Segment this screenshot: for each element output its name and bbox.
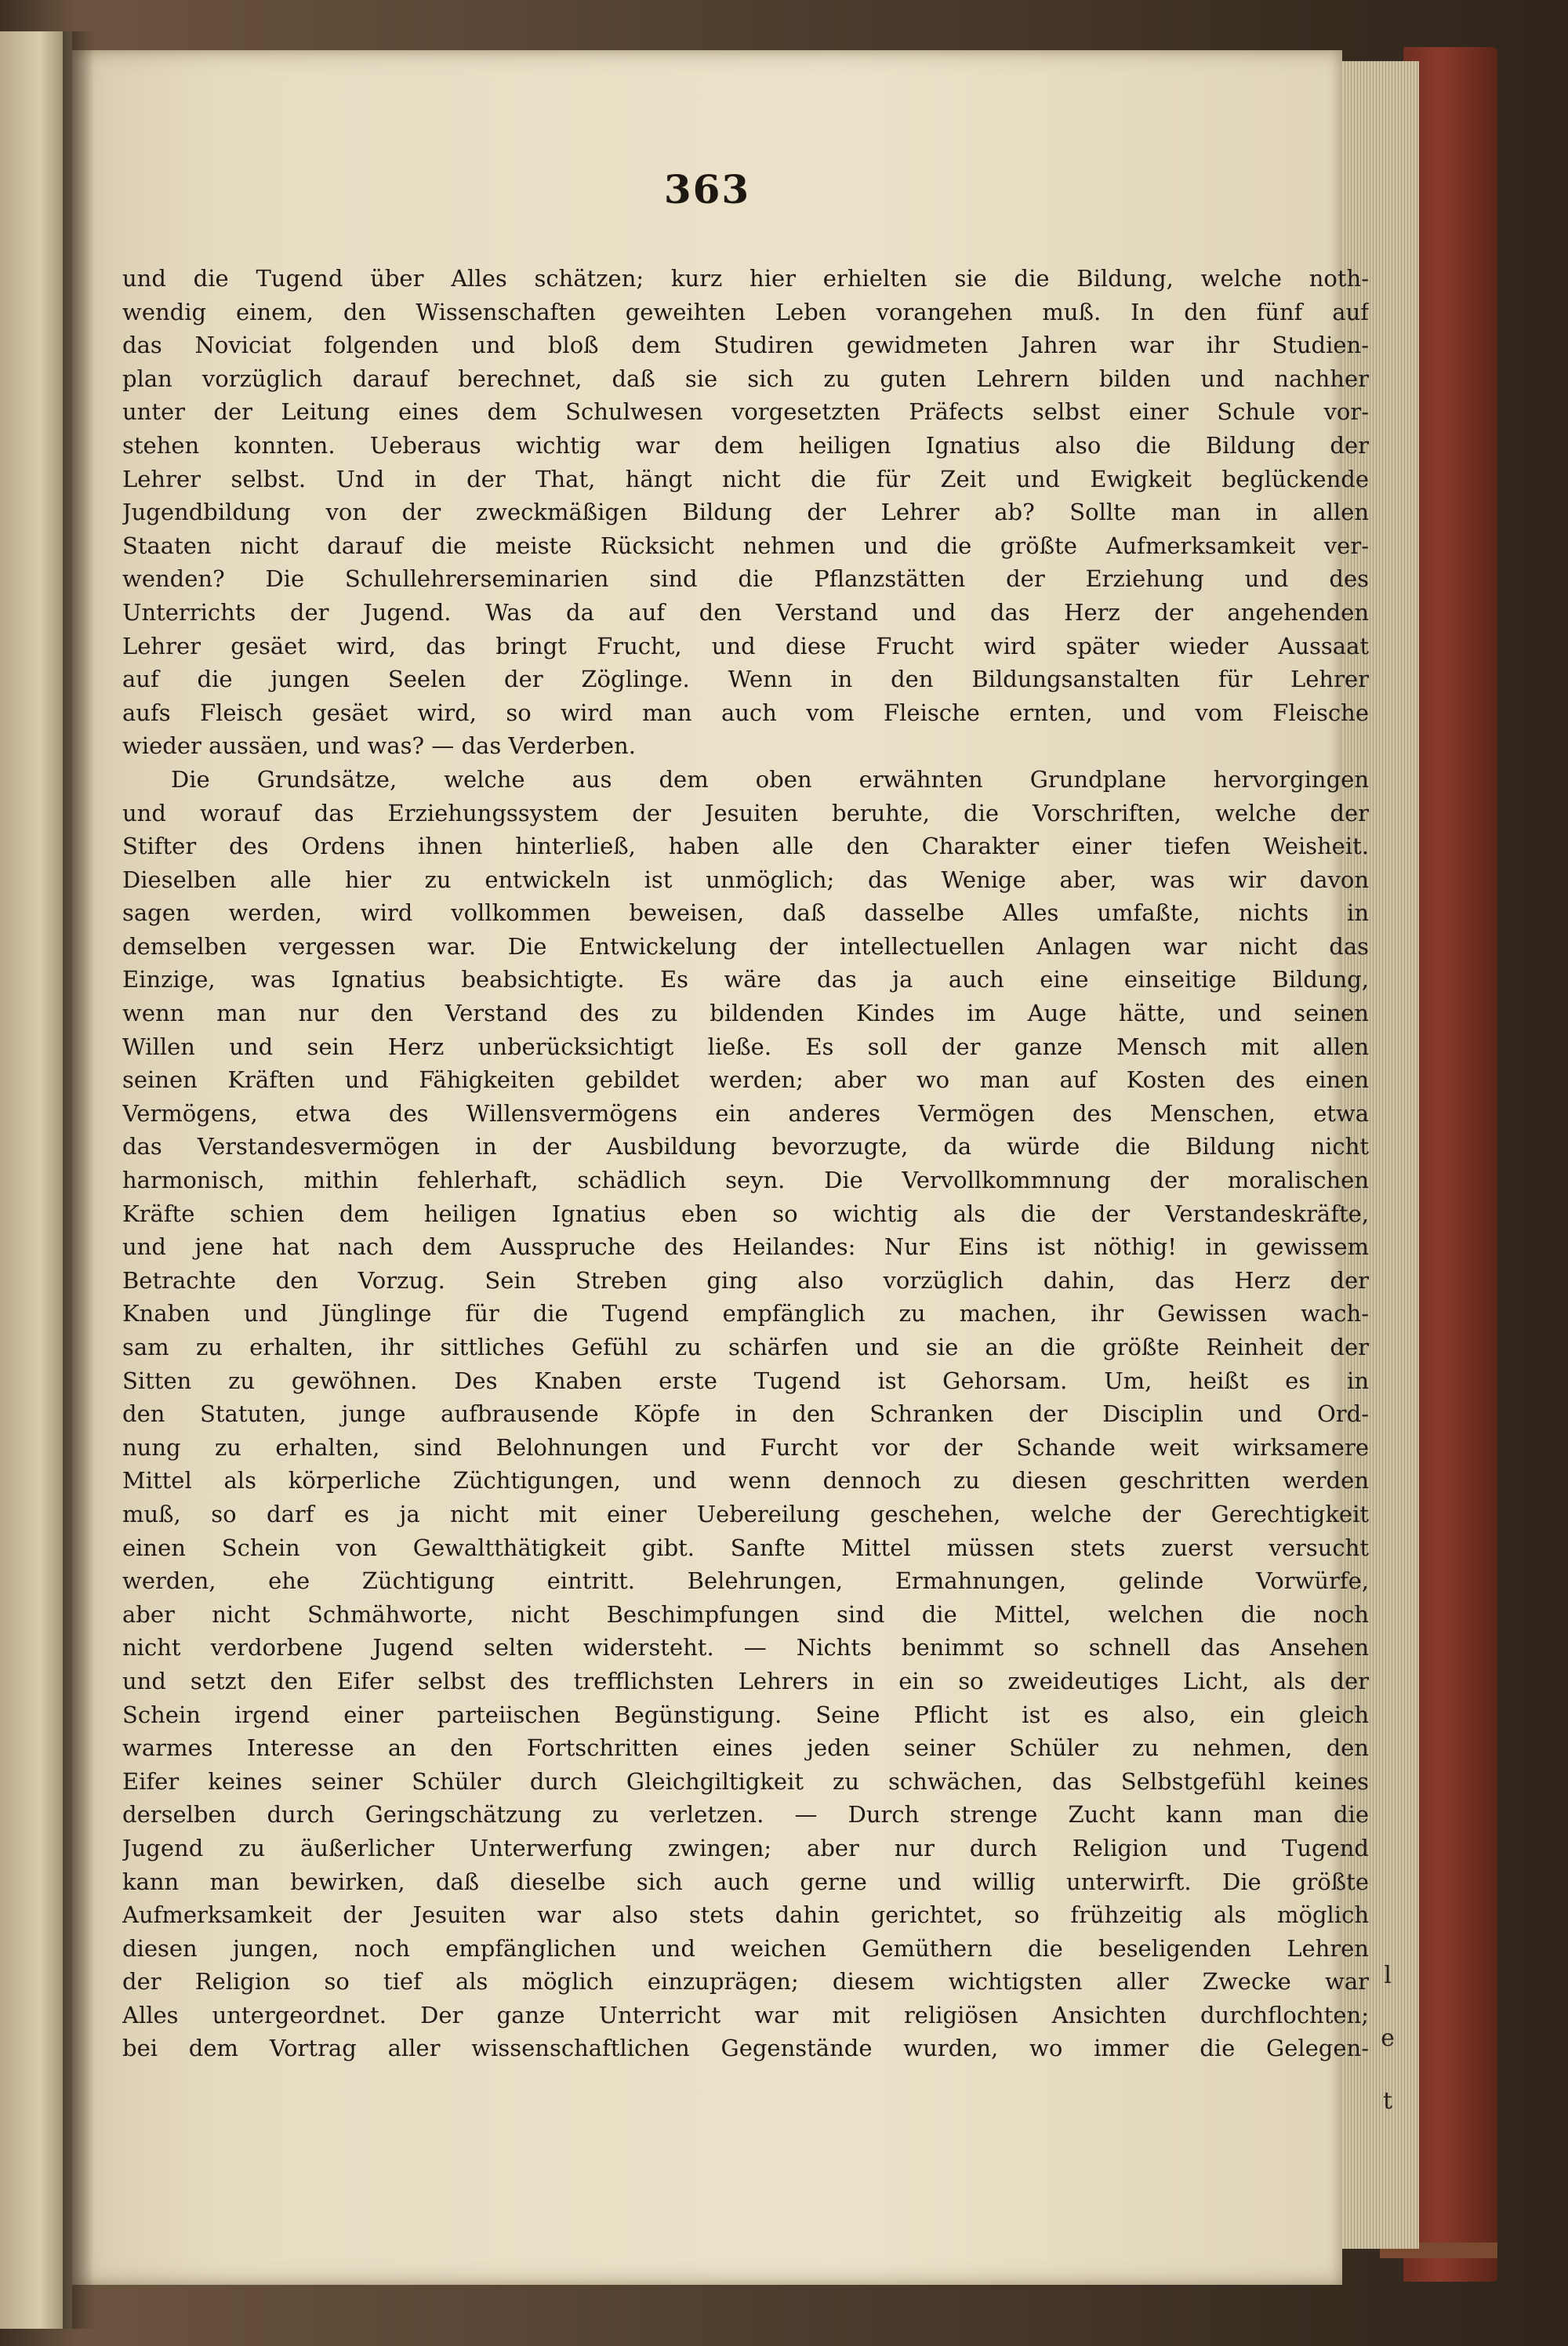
text-line: auf die jungen Seelen der Zöglinge. Wenn in den Bildungsanstalten für Lehrer — [122, 666, 1369, 693]
text-line: nicht verdorbene Jugend selten widersteht. — Nichts benimmt so schnell das Ansehen — [122, 1634, 1369, 1661]
text-line: Sitten zu gewöhnen. Des Knaben erste Tugend ist Gehorsam. Um, heißt es in — [122, 1367, 1369, 1394]
text-line: muß, so darf es ja nicht mit einer Uebereilung geschehen, welche der Gerechtigkeit — [122, 1500, 1369, 1527]
text-line: aufs Fleisch gesäet wird, so wird man auch vom Fleische ernten, und vom Fleische — [122, 699, 1369, 726]
text-line: demselben vergessen war. Die Entwickelung der intellectuellen Anlagen war nicht das — [122, 932, 1369, 960]
book-page — [72, 50, 1369, 2285]
text-line: warmes Interesse an den Fortschritten eines jeden seiner Schüler zu nehmen, den — [122, 1734, 1369, 1762]
text-line: diesen jungen, noch empfänglichen und weichen Gemüthern die beseligenden Lehren — [122, 1934, 1369, 1962]
text-line: Jugend zu äußerlicher Unterwerfung zwingen; aber nur durch Religion und Tugend — [122, 1834, 1369, 1861]
text-line: das Noviciat folgenden und bloß dem Studiren gewidmeten Jahren war ihr Studien- — [122, 332, 1369, 359]
text-line: harmonisch, mithin fehlerhaft, schädlich seyn. Die Vervollkommnung der moralischen — [122, 1167, 1369, 1194]
body-text — [122, 262, 1369, 2065]
text-line: aber nicht Schmähworte, nicht Beschimpfungen sind die Mittel, welchen die noch — [122, 1600, 1369, 1628]
text-line: Mittel als körperliche Züchtigungen, und wenn dennoch zu diesen geschritten werden — [122, 1467, 1369, 1494]
text-line: der Religion so tief als möglich einzuprägen; diesem wichtigsten aller Zwecke war — [122, 1968, 1369, 1996]
text-line: einen Schein von Gewaltthätigkeit gibt. Sanfte Mittel müssen stets zuerst versucht — [122, 1534, 1369, 1561]
text-line: Betrachte den Vorzug. Sein Streben ging also vorzüglich dahin, das Herz der — [122, 1266, 1369, 1294]
text-line: und worauf das Erziehungssystem der Jesuiten beruhte, die Vorschriften, welche der — [122, 799, 1369, 826]
text-line: werden, ehe Züchtigung eintritt. Belehrungen, Ermahnungen, gelinde Vorwürfe, — [122, 1567, 1369, 1595]
text-line: Jugendbildung von der zweckmäßigen Bildung der Lehrer ab? Sollte man in allen — [122, 499, 1369, 526]
text-line: stehen konnten. Ueberaus wichtig war dem heiligen Ignatius also die Bildung der — [122, 431, 1369, 459]
text-line: wenn man nur den Verstand des zu bildenden Kindes im Auge hätte, und seinen — [122, 1000, 1369, 1027]
text-line: plan vorzüglich darauf berechnet, daß sie sich zu guten Lehrern bilden und nachher — [122, 365, 1369, 392]
text-line: und jene hat nach dem Ausspruche des Heilandes: Nur Eins ist nöthig! in gewissem — [122, 1233, 1369, 1261]
text-line: bei dem Vortrag aller wissenschaftlichen Gegenstände wurden, wo immer die Gelegen- — [122, 2035, 1369, 2062]
text-line: Aufmerksamkeit der Jesuiten war also stets dahin gerichtet, so frühzeitig als möglich — [122, 1901, 1369, 1929]
text-line: und die Tugend über Alles schätzen; kurz hier erhielten sie die Bildung, welche noth- — [122, 265, 1369, 292]
text-line: sagen werden, wird vollkommen beweisen, daß dasselbe Alles umfaßte, nichts in — [122, 899, 1369, 927]
text-line: wendig einem, den Wissenschaften geweihten Leben vorangehen muß. In den fünf auf — [122, 298, 1369, 325]
text-line: Stifter des Ordens ihnen hinterließ, haben alle den Charakter einer tiefen Weisheit. — [122, 833, 1369, 860]
text-line: Schein irgend einer parteiischen Begünstigung. Seine Pflicht ist es also, ein gleich — [122, 1701, 1369, 1728]
next-page-edge-marks — [1376, 1945, 1399, 2148]
text-line: wenden? Die Schullehrerseminarien sind die Pflanzstätten der Erziehung und des — [122, 565, 1369, 593]
text-line: derselben durch Geringschätzung zu verletzen. — Durch strenge Zucht kann man die — [122, 1801, 1369, 1828]
text-line: Alles untergeordnet. Der ganze Unterricht war mit religiösen Ansichten durchflochten; — [122, 2001, 1369, 2028]
text-line: und setzt den Eifer selbst des trefflichsten Lehrers in ein so zweideutiges Licht, als der — [122, 1667, 1369, 1694]
text-line: den Statuten, junge aufbrausende Köpfe in den Schranken der Disciplin und Ord- — [122, 1400, 1369, 1428]
text-line: seinen Kräften und Fähigkeiten gebildet werden; aber wo man auf Kosten des einen — [122, 1066, 1369, 1094]
text-line: unter der Leitung eines dem Schulwesen vorgesetzten Präfects selbst einer Schule vor- — [122, 398, 1369, 426]
text-line: Kräfte schien dem heiligen Ignatius eben so wichtig als die der Verstandeskräfte, — [122, 1200, 1369, 1227]
edge-mark: e — [1381, 2025, 1395, 2052]
text-line: Einzige, was Ignatius beabsichtigte. Es wäre das ja auch eine einseitige Bildung, — [122, 966, 1369, 993]
text-line: Willen und sein Herz unberücksichtigt ließe. Es soll der ganze Mensch mit allen — [122, 1033, 1369, 1060]
text-line: das Verstandesvermögen in der Ausbildung bevorzugte, da würde die Bildung nicht — [122, 1133, 1369, 1160]
text-line: Staaten nicht darauf die meiste Rücksicht nehmen und die größte Aufmerksamkeit ver- — [122, 532, 1369, 559]
text-line: Unterrichts der Jugend. Was da auf den Verstand und das Herz der angehenden — [122, 598, 1369, 626]
text-line: Lehrer gesäet wird, das bringt Frucht, und diese Frucht wird später wieder Aussaat — [122, 632, 1369, 659]
text-line: Dieselben alle hier zu entwickeln ist unmöglich; das Wenige aber, was wir davon — [122, 866, 1369, 893]
text-line: sam zu erhalten, ihr sittliches Gefühl zu schärfen und sie an die größte Reinheit der — [122, 1334, 1369, 1360]
previous-page-edge — [0, 31, 72, 2329]
text-line: wieder aussäen, und was? — das Verderben. — [122, 732, 636, 760]
text-line: Vermögens, etwa des Willensvermögens ein anderes Vermögen des Menschen, etwa — [122, 1099, 1369, 1127]
gutter-shadow — [63, 31, 94, 2329]
text-line: Eifer keines seiner Schüler durch Gleichgiltigkeit zu schwächen, das Selbstgefühl keines — [122, 1767, 1369, 1795]
edge-mark: l — [1384, 1962, 1392, 1989]
text-line: nung zu erhalten, sind Belohnungen und Furcht vor der Schande weit wirksamere — [122, 1433, 1369, 1461]
text-line: kann man bewirken, daß dieselbe sich auch gerne und willig unterwirft. Die größte — [122, 1868, 1369, 1895]
text-line: Lehrer selbst. Und in der That, hängt nicht die für Zeit und Ewigkeit beglückende — [122, 465, 1369, 492]
text-line: Die Grundsätze, welche aus dem oben erwähnten Grundplane hervorgingen — [171, 765, 1369, 793]
text-line: Knaben und Jünglinge für die Tugend empfänglich zu machen, ihr Gewissen wach- — [122, 1300, 1369, 1327]
edge-mark: t — [1382, 2087, 1393, 2115]
page-number: 363 — [663, 166, 751, 212]
